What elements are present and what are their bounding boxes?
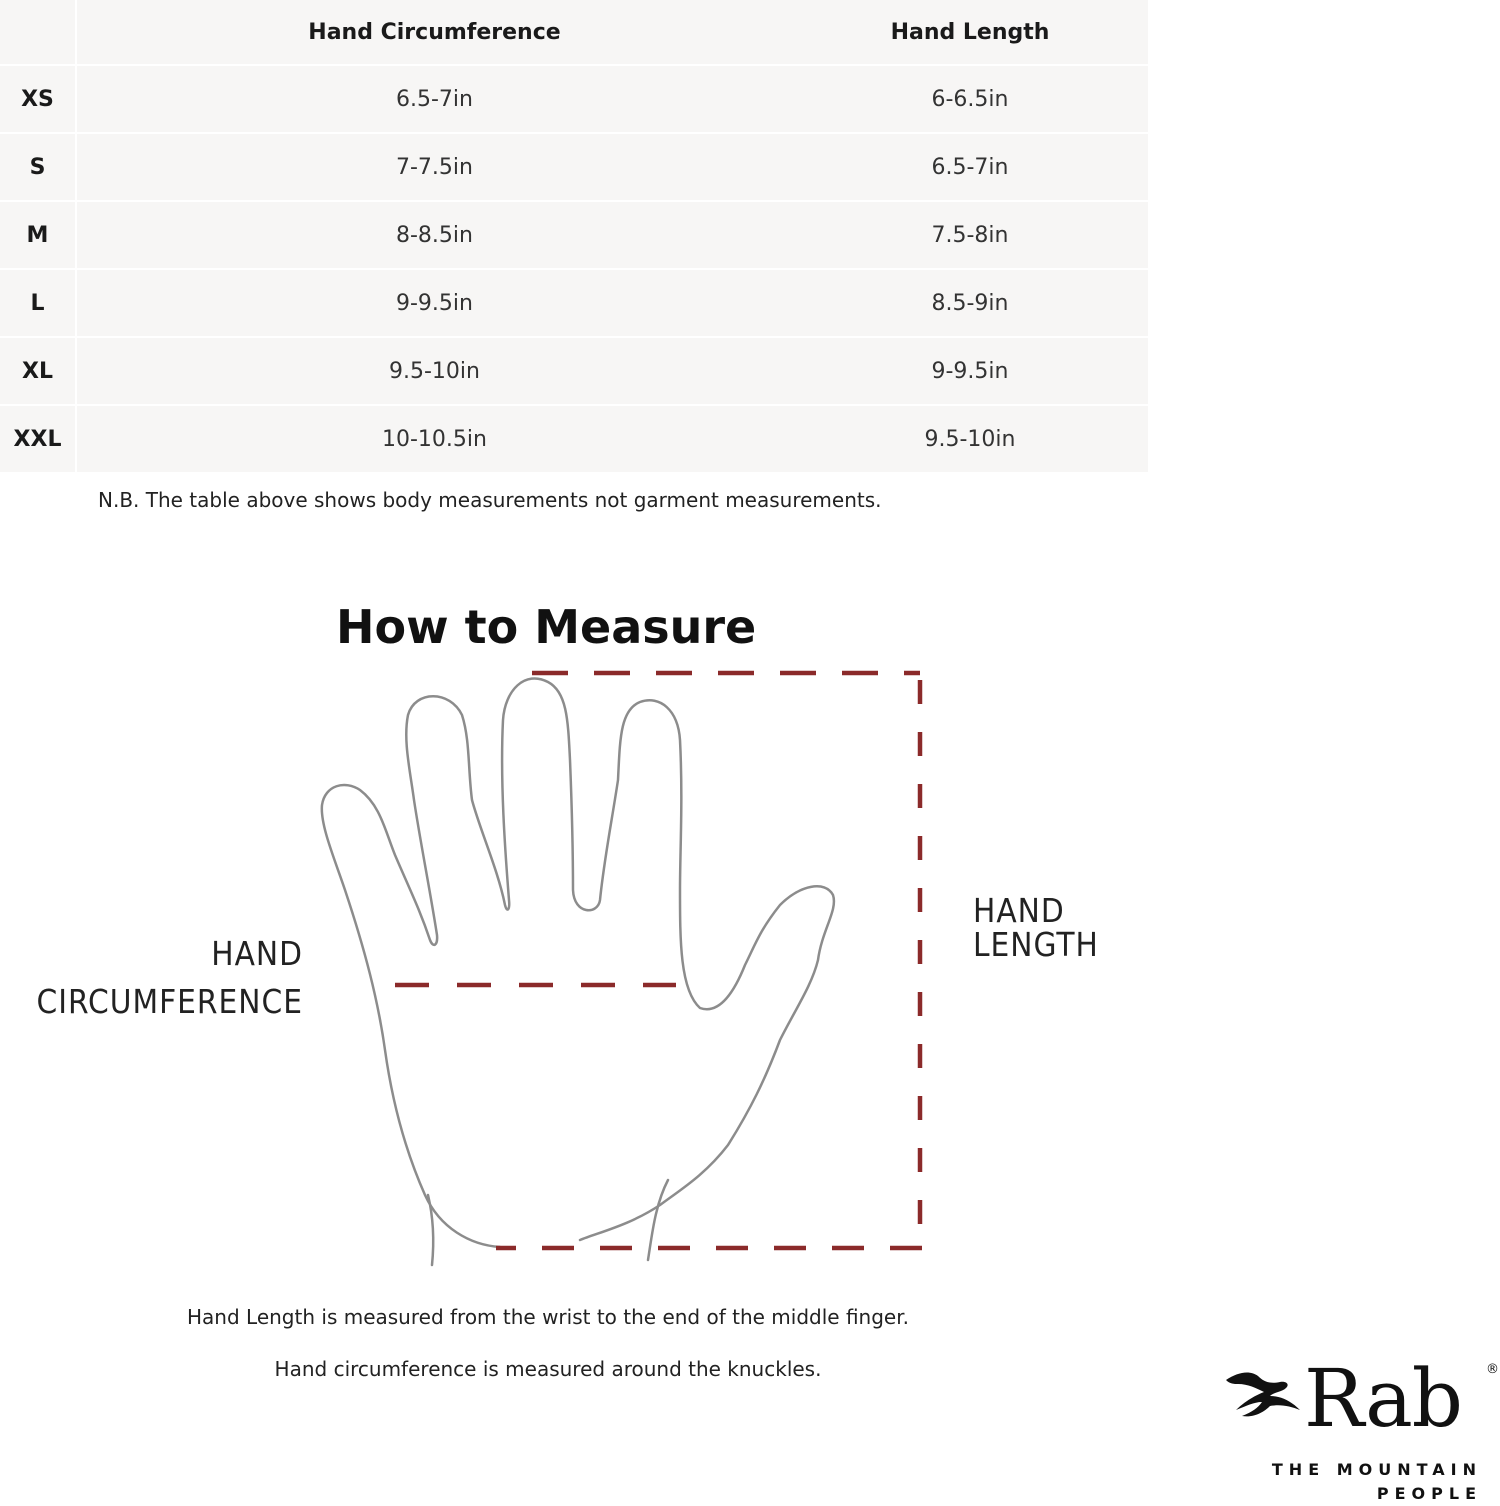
length-cell: 9-9.5in — [792, 337, 1148, 405]
circumference-cell: 9.5-10in — [76, 337, 792, 405]
circumference-cell: 7-7.5in — [76, 133, 792, 201]
header-hand-circumference: Hand Circumference — [76, 0, 792, 65]
hand-length-explanation: Hand Length is measured from the wrist to the end of the middle finger. — [187, 1305, 909, 1329]
length-cell: 6.5-7in — [792, 133, 1148, 201]
circumference-cell: 10-10.5in — [76, 405, 792, 473]
size-cell: XXL — [0, 405, 76, 473]
length-cell: 7.5-8in — [792, 201, 1148, 269]
hand-circumference-explanation: Hand circumference is measured around the knuckles. — [274, 1357, 822, 1381]
circumference-cell: 9-9.5in — [76, 269, 792, 337]
registered-mark: ® — [1486, 1362, 1499, 1377]
circumference-cell: 8-8.5in — [76, 201, 792, 269]
length-cell: 8.5-9in — [792, 269, 1148, 337]
brand-tagline-line1: THE MOUNTAIN — [1271, 1460, 1482, 1479]
rab-logo — [1224, 1352, 1500, 1503]
hand-length-label-line1: HAND — [973, 891, 1065, 930]
length-cell: 9.5-10in — [792, 405, 1148, 473]
size-cell: M — [0, 201, 76, 269]
size-cell: L — [0, 269, 76, 337]
table-note: N.B. The table above shows body measurements not garment measurements. — [98, 488, 882, 512]
length-cell: 6-6.5in — [792, 65, 1148, 133]
hand-length-label — [973, 891, 1099, 964]
rab-mountain-mark-icon — [1224, 1366, 1308, 1418]
brand-tagline-line2: PEOPLE — [1376, 1484, 1482, 1503]
header-hand-length: Hand Length — [792, 0, 1148, 65]
brand-name: Rab — [1304, 1352, 1462, 1445]
hand-circumference-label-line2: CIRCUMFERENCE — [36, 982, 303, 1021]
circumference-cell: 6.5-7in — [76, 65, 792, 133]
hand-circumference-label-line1: HAND — [211, 934, 303, 973]
size-cell: XS — [0, 65, 76, 133]
wrist-line-left — [428, 1195, 433, 1265]
hand-length-label-line2: LENGTH — [973, 925, 1099, 964]
hand-outline — [322, 678, 834, 1247]
how-to-measure-title: How to Measure — [336, 600, 757, 654]
size-cell: S — [0, 133, 76, 201]
hand-circumference-label — [37, 930, 303, 1026]
brand-tagline — [1272, 1458, 1482, 1506]
size-cell: XL — [0, 337, 76, 405]
